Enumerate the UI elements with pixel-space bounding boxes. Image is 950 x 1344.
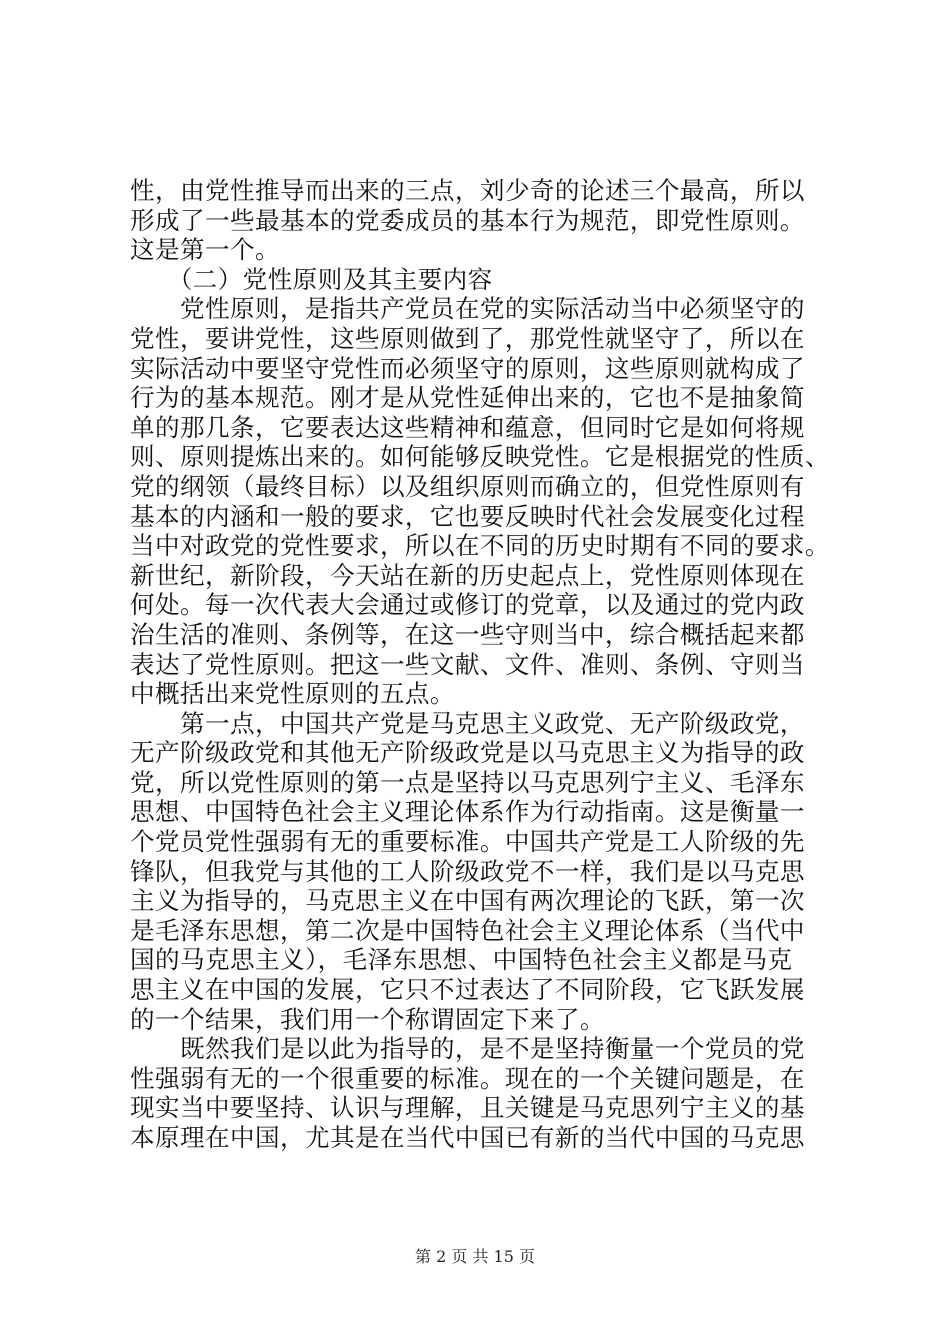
text-line: 这是第一个。 — [130, 235, 280, 265]
text-line: 当中对政党的党性要求，所以在不同的历史时期有不同的要求。 — [130, 531, 830, 561]
text-line: 本原理在中国，尤其是在当代中国已有新的当代中国的马克思 — [130, 1123, 805, 1152]
text-line: 锋队，但我党与其他的工人阶级政党不一样，我们是以马克思 — [130, 856, 805, 886]
text-line: 中概括出来党性原则的五点。 — [130, 679, 455, 709]
text-line: 党性原则，是指共产党员在党的实际活动当中必须坚守的 — [130, 294, 805, 324]
text-line: 党，所以党性原则的第一点是坚持以马克思列宁主义、毛泽东 — [130, 767, 805, 797]
text-line: 行为的基本规范。刚才是从党性延伸出来的，它也不是抽象简 — [130, 383, 805, 413]
text-line: 是毛泽东思想，第二次是中国特色社会主义理论体系（当代中 — [130, 915, 805, 945]
text-line: 何处。每一次代表大会通过或修订的党章，以及通过的党内政 — [130, 590, 805, 620]
text-line: 性强弱有无的一个很重要的标准。现在的一个关键问题是，在 — [130, 1063, 805, 1093]
text-line: 性，由党性推导而出来的三点，刘少奇的论述三个最高，所以 — [130, 176, 805, 205]
text-line: 个党员党性强弱有无的重要标准。中国共产党是工人阶级的先 — [130, 827, 805, 857]
text-line: 单的那几条，它要表达这些精神和蕴意，但同时它是如何将规 — [130, 412, 805, 442]
text-line: 新世纪，新阶段，今天站在新的历史起点上，党性原则体现在 — [130, 560, 805, 590]
text-line: 党的纲领（最终目标）以及组织原则而确立的，但党性原则有 — [130, 471, 805, 501]
text-line: 现实当中要坚持、认识与理解，且关键是马克思列宁主义的基 — [130, 1093, 805, 1123]
text-line: （二）党性原则及其主要内容 — [130, 264, 493, 294]
text-line: 既然我们是以此为指导的，是不是坚持衡量一个党员的党 — [130, 1034, 805, 1064]
body-text — [130, 176, 830, 1153]
text-line: 则、原则提炼出来的。如何能够反映党性。它是根据党的性质、 — [130, 442, 830, 472]
text-line: 治生活的准则、条例等，在这一些守则当中，综合概括起来都 — [130, 619, 805, 649]
page-footer: 第 2 页 共 15 页 — [415, 1247, 535, 1266]
text-line: 思想、中国特色社会主义理论体系作为行动指南。这是衡量一 — [130, 797, 805, 827]
text-line: 基本的内涵和一般的要求，它也要反映时代社会发展变化过程 — [130, 501, 805, 531]
text-line: 主义为指导的，马克思主义在中国有两次理论的飞跃，第一次 — [130, 886, 805, 916]
text-line: 无产阶级政党和其他无产阶级政党是以马克思主义为指导的政 — [130, 738, 805, 768]
text-line: 国的马克思主义），毛泽东思想、中国特色社会主义都是马克 — [130, 945, 793, 975]
text-line: 实际活动中要坚守党性而必须坚守的原则，这些原则就构成了 — [130, 353, 805, 383]
text-line: 党性，要讲党性，这些原则做到了，那党性就坚守了，所以在 — [130, 323, 805, 353]
text-line: 第一点，中国共产党是马克思主义政党、无产阶级政党， — [130, 708, 805, 738]
text-line: 思主义在中国的发展，它只不过表达了不同阶段，它飞跃发展 — [130, 975, 805, 1005]
text-line: 的一个结果，我们用一个称谓固定下来了。 — [130, 1004, 605, 1034]
text-line: 表达了党性原则。把这一些文献、文件、准则、条例、守则当 — [130, 649, 805, 679]
text-line: 形成了一些最基本的党委成员的基本行为规范，即党性原则。 — [130, 205, 805, 235]
